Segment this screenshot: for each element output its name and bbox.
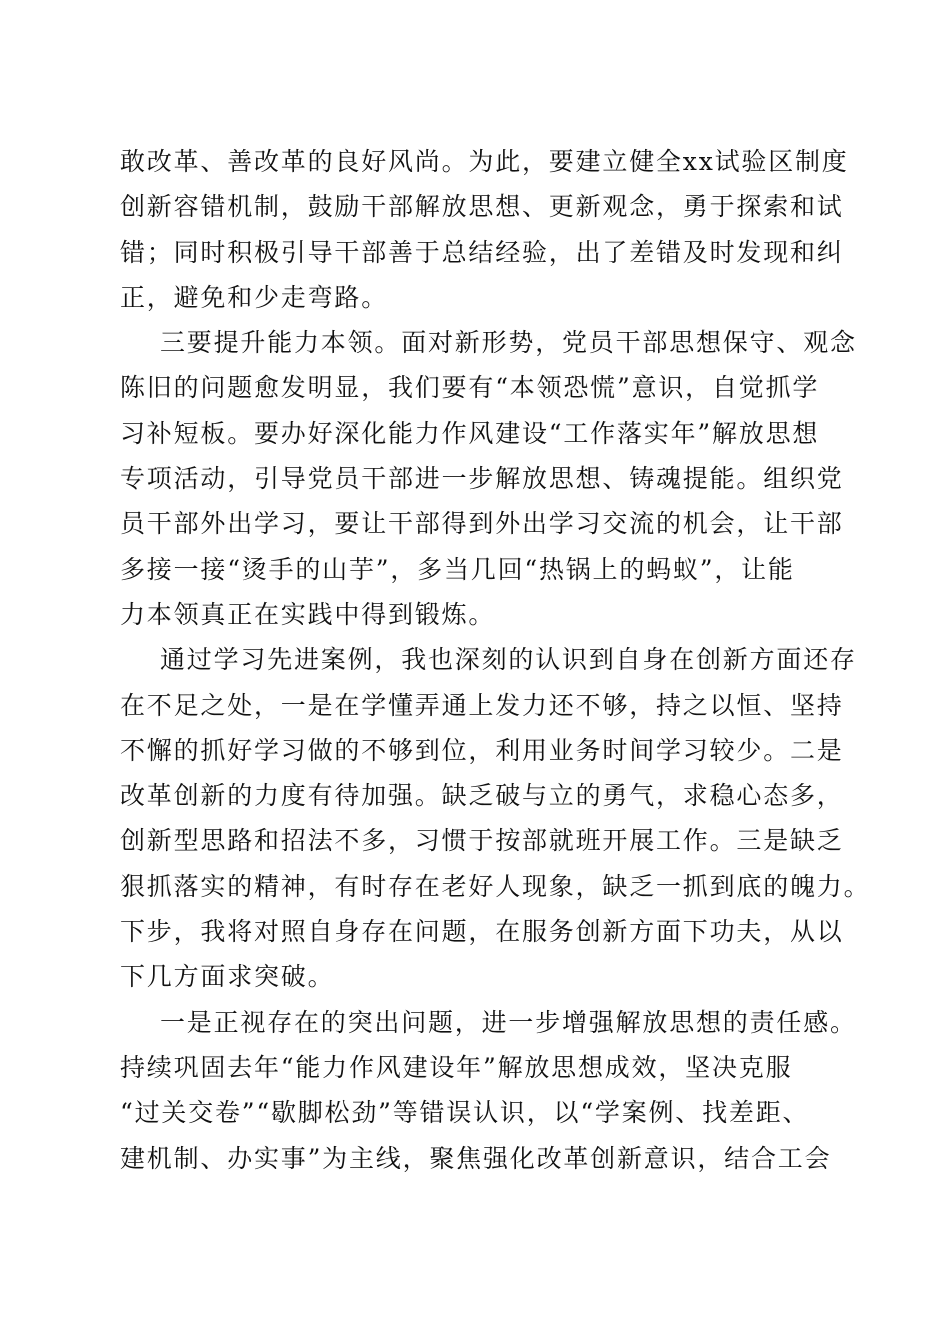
- text-line: 错；同时积极引导干部善于总结经验，出了差错及时发现和纠: [120, 237, 844, 267]
- text-line: 创新容错机制，鼓励干部解放思想、更新观念，勇于探索和试: [120, 192, 844, 222]
- text-line: 力本领真正在实践中得到锻炼。: [120, 599, 496, 629]
- text-line: 创新型思路和招法不多，习惯于按部就班开展工作。三是缺乏: [120, 826, 844, 856]
- text-line: 下几方面求突破。: [120, 962, 335, 992]
- text-line: 狠抓落实的精神，有时存在老好人现象，缺乏一抓到底的魄力。: [120, 871, 871, 901]
- text-line: 建机制、办实事”为主线，聚焦强化改革创新意识，结合工会: [120, 1143, 832, 1173]
- text-line: 习补短板。要办好深化能力作风建设“工作落实年”解放思想: [120, 418, 820, 448]
- text-line: 敢改革、善改革的良好风尚。为此，要建立健全xx试验区制度: [120, 147, 849, 176]
- text-line: 三要提升能力本领。面对新形势，党员干部思想保守、观念: [160, 328, 857, 358]
- paragraph-4: [120, 1000, 857, 1181]
- text-line: 通过学习先进案例，我也深刻的认识到自身在创新方面还存: [160, 645, 857, 675]
- text-line: “过关交卷”“歇脚松劲”等错误认识，以“学案例、找差距、: [120, 1098, 810, 1128]
- paragraph-2: [120, 320, 857, 637]
- document-body: [120, 139, 871, 1181]
- text-line: 陈旧的问题愈发明显，我们要有“本领恐慌”意识，自觉抓学: [120, 373, 820, 403]
- text-line: 多接一接“烫手的山芋”，多当几回“热锅上的蚂蚁”，让能: [120, 554, 795, 584]
- text-line: 下步，我将对照自身存在问题，在服务创新方面下功夫，从以: [120, 917, 844, 947]
- paragraph-1: [120, 139, 849, 320]
- text-line: 专项活动，引导党员干部进一步解放思想、铸魂提能。组织党: [120, 464, 844, 494]
- text-line: 改革创新的力度有待加强。缺乏破与立的勇气，求稳心态多，: [120, 781, 844, 811]
- text-line: 不懈的抓好学习做的不够到位，利用业务时间学习较少。二是: [120, 735, 844, 765]
- text-line: 持续巩固去年“能力作风建设年”解放思想成效，坚决克服: [120, 1052, 793, 1082]
- text-line: 一是正视存在的突出问题，进一步增强解放思想的责任感。: [160, 1007, 857, 1037]
- paragraph-3: [120, 637, 871, 999]
- text-line: 在不足之处，一是在学懂弄通上发力还不够，持之以恒、坚持: [120, 690, 844, 720]
- text-line: 正，避免和少走弯路。: [120, 282, 389, 312]
- text-line: 员干部外出学习，要让干部得到外出学习交流的机会，让干部: [120, 509, 844, 539]
